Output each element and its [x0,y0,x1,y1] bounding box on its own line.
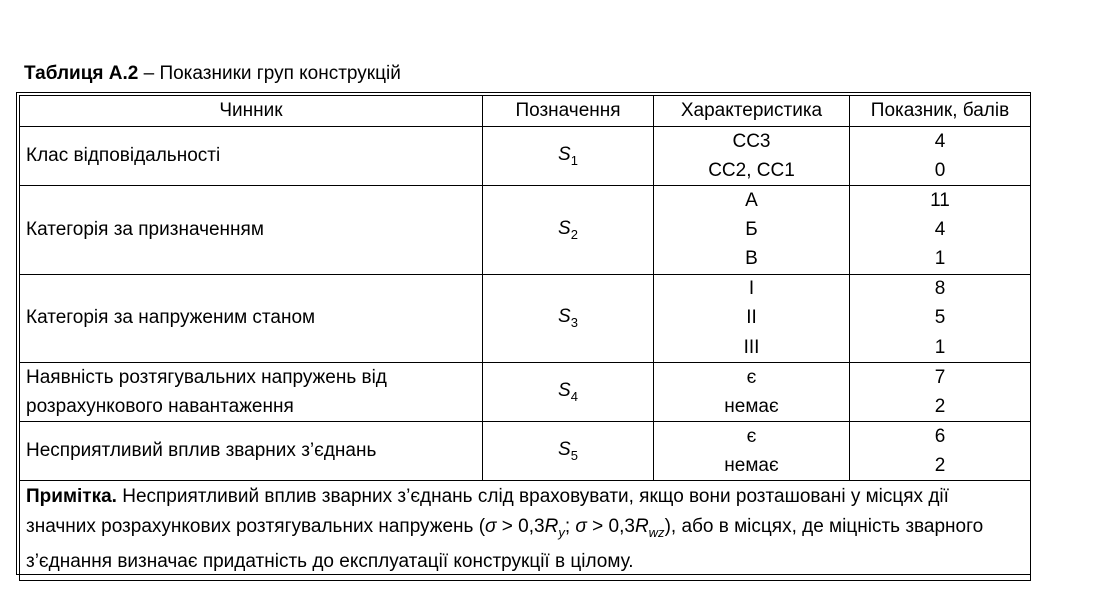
symbol-cell: $S_2$ [483,186,654,275]
header-row [20,96,1031,127]
header-score: Показник, балів [850,96,1031,127]
score-cell: 7 [850,363,1031,393]
symbol-cell: $S_3$ [483,274,654,363]
table-note: Примітка. Несприятливий вплив зварних з’єднань слід враховувати, якщо вони розташовані у місцях дії значних розрахункових розтягувальних напружень ($\sigma > 0,3R_y$; $\sigma > 0,3R_{wz}$), або в місцях, де міцність зварного з’єднання визначає придатність до експлуатації конструкції в цілому. [20,481,1031,581]
table-caption [24,62,401,86]
table-row [20,127,1031,157]
table-number: Таблиця А.2 [24,63,139,84]
score-cell: 8 [850,274,1031,304]
indicators-table [19,95,1031,581]
table-title: Показники груп конструкцій [159,63,401,84]
table-row [20,274,1031,304]
note-label: Примітка. [26,486,117,507]
score-cell: 11 [850,186,1031,216]
score-cell: 2 [850,451,1031,481]
table-row [20,422,1031,452]
characteristic-cell: ІІІ [654,333,850,363]
characteristic-cell: Б [654,215,850,245]
table-row [20,363,1031,393]
symbol-cell: $S_5$ [483,422,654,481]
symbol-cell: $S_1$ [483,127,654,186]
score-cell: 5 [850,304,1031,334]
score-cell: 2 [850,392,1031,422]
factor-cell: Категорія за призначенням [20,186,483,275]
header-characteristic: Характеристика [654,96,850,127]
characteristic-cell: немає [654,451,850,481]
score-cell: 4 [850,215,1031,245]
score-cell: 1 [850,333,1031,363]
characteristic-cell: СС3 [654,127,850,157]
score-cell: 0 [850,156,1031,186]
characteristic-cell: В [654,245,850,275]
characteristic-cell: є [654,422,850,452]
symbol-cell: $S_4$ [483,363,654,422]
table-row [20,186,1031,216]
factor-cell: Наявність розтягувальних напружень від розрахункового навантаження [20,363,483,422]
score-cell: 4 [850,127,1031,157]
factor-cell: Клас відповідальності [20,127,483,186]
characteristic-cell: А [654,186,850,216]
factor-cell: Категорія за напруженим станом [20,274,483,363]
characteristic-cell: І [654,274,850,304]
caption-dash: – [138,63,160,84]
factor-cell: Несприятливий вплив зварних з’єднань [20,422,483,481]
characteristic-cell: ІІ [654,304,850,334]
characteristic-cell: СС2, СС1 [654,156,850,186]
characteristic-cell: немає [654,392,850,422]
score-cell: 6 [850,422,1031,452]
characteristic-cell: є [654,363,850,393]
note-row [20,481,1031,581]
header-symbol: Позначення [483,96,654,127]
table-frame [16,92,1031,575]
header-factor: Чинник [20,96,483,127]
score-cell: 1 [850,245,1031,275]
